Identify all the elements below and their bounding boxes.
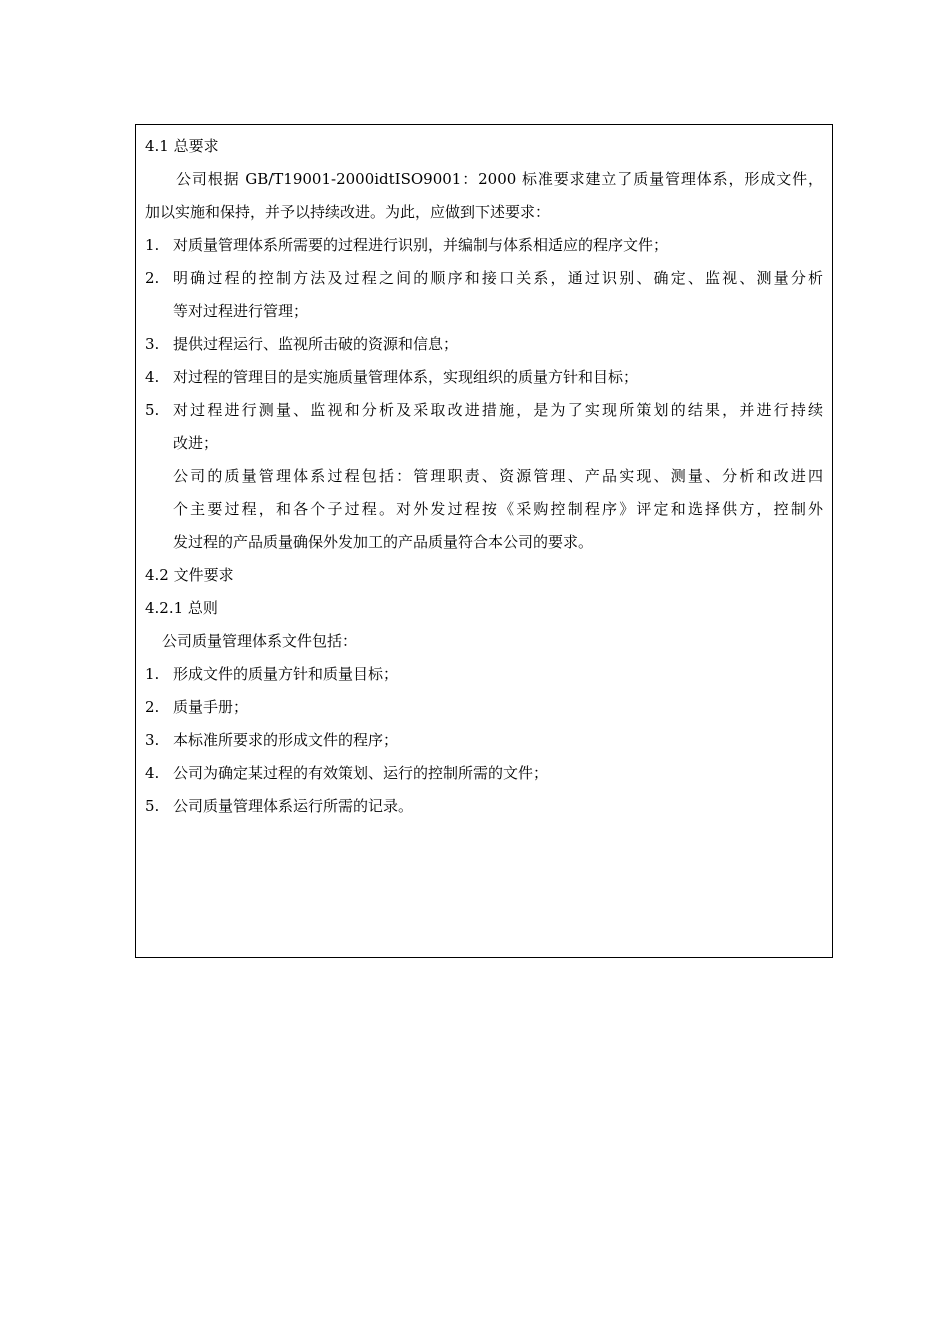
- list-item-text: 公司质量管理体系运行所需的记录。: [173, 797, 414, 815]
- list-item-continuation: 等对过程进行管理；: [173, 302, 309, 320]
- list-item-text: 公司为确定某过程的有效策划、运行的控制所需的文件；: [173, 764, 549, 782]
- list-item-text: 对过程进行测量、监视和分析及采取改进措施，是为了实现所策划的结果，并进行持续: [173, 401, 823, 419]
- list-item-number: 5.: [145, 797, 160, 815]
- intro-paragraph-line-1: 公司根据 GB/T19001-2000idtISO9001：2000 标准要求建立了质量管理体系，形成文件，: [176, 170, 823, 188]
- list-item-number: 3.: [145, 731, 160, 749]
- list-item-text: 对质量管理体系所需要的过程进行识别，并编制与体系相适应的程序文件；: [173, 236, 669, 254]
- list-item-number: 1.: [145, 236, 160, 254]
- process-paragraph-line-1: 公司的质量管理体系过程包括：管理职责、资源管理、产品实现、测量、分析和改进四: [173, 467, 823, 485]
- list-item-number: 5.: [145, 401, 160, 419]
- list-item: [145, 762, 823, 795]
- list-item-number: 3.: [145, 335, 160, 353]
- document-table-cell: [135, 124, 833, 958]
- list-item: [145, 267, 823, 300]
- document-content: [145, 135, 823, 828]
- subsection-heading-4-2-1: 4.2.1 总则: [145, 599, 218, 617]
- list-item-number: 2.: [145, 698, 160, 716]
- list-item-text: 质量手册；: [173, 698, 249, 716]
- section-heading-4-2: 4.2 文件要求: [145, 566, 234, 584]
- list-item-text: 对过程的管理目的是实施质量管理体系，实现组织的质量方针和目标；: [173, 368, 639, 386]
- list-item-number: 4.: [145, 764, 160, 782]
- list-item: [145, 663, 823, 696]
- list-item-number: 4.: [145, 368, 160, 386]
- list-item: [145, 795, 823, 828]
- list-item: [145, 729, 823, 762]
- section-heading-4-1: 4.1 总要求: [145, 137, 219, 155]
- process-paragraph-line-2: 个主要过程，和各个子过程。对外发过程按《采购控制程序》评定和选择供方，控制外: [173, 500, 823, 518]
- list-item-number: 2.: [145, 269, 160, 287]
- intro-paragraph-line-2: 加以实施和保持，并予以持续改进。为此，应做到下述要求：: [145, 203, 551, 221]
- documents-intro: 公司质量管理体系文件包括：: [162, 632, 358, 650]
- list-item-text: 形成文件的质量方针和质量目标；: [173, 665, 399, 683]
- list-item-number: 1.: [145, 665, 160, 683]
- list-item: [145, 696, 823, 729]
- list-item-text: 提供过程运行、监视所击破的资源和信息；: [173, 335, 459, 353]
- list-item: [145, 234, 823, 267]
- list-item-text: 明确过程的控制方法及过程之间的顺序和接口关系，通过识别、确定、监视、测量分析: [173, 269, 823, 287]
- list-item: [145, 399, 823, 432]
- list-item: [145, 366, 823, 399]
- list-item-continuation: 改进；: [173, 434, 219, 452]
- process-paragraph-line-3: 发过程的产品质量确保外发加工的产品质量符合本公司的要求。: [173, 533, 594, 551]
- list-item-text: 本标准所要求的形成文件的程序；: [173, 731, 399, 749]
- list-item: [145, 333, 823, 366]
